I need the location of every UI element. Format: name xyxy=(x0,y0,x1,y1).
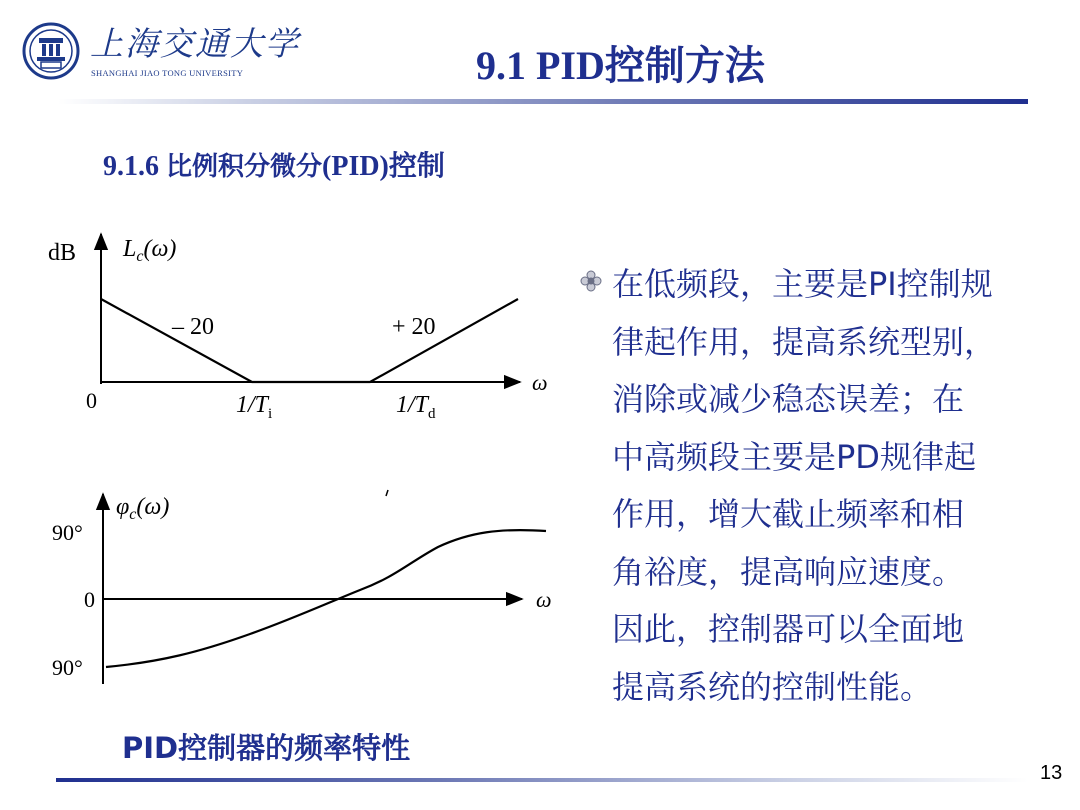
phase-y-label: $\varphi_c(\omega)$ xyxy=(116,494,170,523)
scan-mark xyxy=(386,490,388,496)
phase-tick-90-top: 90° xyxy=(52,520,83,545)
body-line: 角裕度，提高响应速度。 xyxy=(612,552,965,591)
magnitude-y-unit: dB xyxy=(48,240,77,266)
section-title-suffix: (PID)控制 xyxy=(322,151,445,182)
body-line: 中高频段主要是PD规律起 xyxy=(612,437,976,476)
phase-plot xyxy=(52,494,552,684)
break-frequency-td: $1/T_d$ xyxy=(396,392,436,422)
body-paragraph xyxy=(612,256,1052,716)
figure-caption: PID控制器的频率特性 xyxy=(122,731,411,765)
phase-x-label: ω xyxy=(536,587,552,612)
slope-right-label: + 20 xyxy=(392,314,436,340)
section-title-cn: 比例积分微分 xyxy=(166,152,323,182)
pid-bode-diagram xyxy=(40,222,570,702)
phase-tick-0: 0 xyxy=(84,587,95,612)
university-name-en: SHANGHAI JIAO TONG UNIVERSITY xyxy=(91,68,244,78)
body-line: 作用，增大截止频率和相 xyxy=(612,495,965,533)
break-frequency-ti: $1/T_i$ xyxy=(236,392,273,422)
page-number: 13 xyxy=(1040,762,1063,784)
section-number: 9.1.6 xyxy=(103,151,159,182)
magnitude-curve xyxy=(101,299,518,382)
university-name-cn: 上海交通大学 xyxy=(90,24,300,63)
title-divider xyxy=(58,99,1028,104)
phase-tick-90-bottom: 90° xyxy=(52,655,83,680)
flower-bullet-icon xyxy=(580,270,602,292)
body-line: 在低频段，主要是PI控制规 xyxy=(612,265,993,303)
body-line: 律起作用，提高系统型别， xyxy=(612,322,997,361)
body-line: 消除或减少稳态误差；在 xyxy=(612,380,965,418)
footer-divider xyxy=(56,778,1028,782)
slide-title: 9.1 PID控制方法 xyxy=(476,43,765,88)
section-heading xyxy=(103,144,445,184)
magnitude-origin-label: 0 xyxy=(86,388,97,413)
body-line: 因此，控制器可以全面地 xyxy=(612,610,965,648)
slope-left-label: – 20 xyxy=(172,314,214,340)
body-line: 提高系统的控制性能。 xyxy=(612,667,933,706)
magnitude-y-label: $L_c(\omega)$ xyxy=(123,236,177,265)
magnitude-x-label: ω xyxy=(532,370,548,395)
magnitude-plot xyxy=(48,234,548,422)
university-seal-icon xyxy=(22,22,80,80)
